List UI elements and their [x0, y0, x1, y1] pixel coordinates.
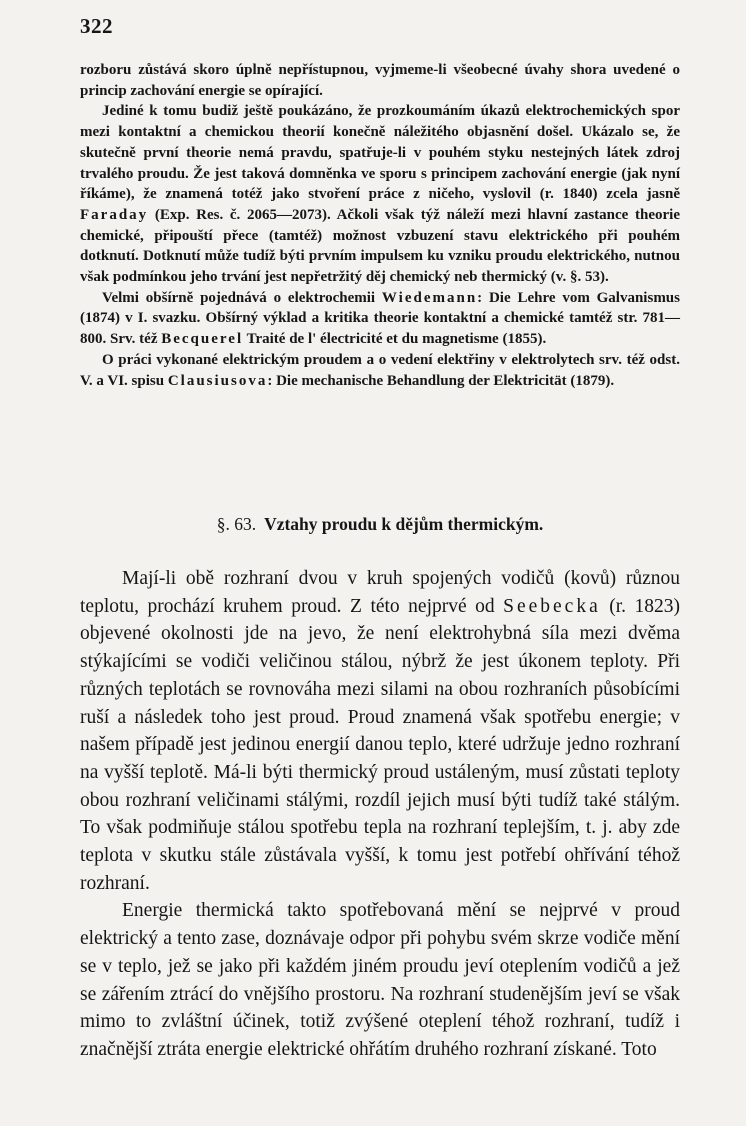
author-seebeck: Seebecka: [503, 595, 601, 617]
author-clausius: Clausiusova: [167, 372, 268, 389]
author-faraday: Faraday: [80, 206, 149, 223]
note-paragraph-3: Velmi obšírně pojednává o elektrochemii Wiedemann: Die Lehre vom Galvanismus (1874) v I. svazku. Obšírný výklad a kritika theorie kontaktní a chemické tamtéž str. 781—800. Srv. též Becquerel Traité de l' électricité et du magnetisme (1855).: [80, 289, 680, 348]
footnote-block: [80, 60, 680, 391]
section-heading: [80, 514, 680, 535]
body-paragraph-2: Energie thermická takto spotřebovaná mění se nejprvé v proud elektrický a tento zase, doznávaje odpor při pohybu svém skrze vodiče mění se v teplo, jež se jako při každém jiném proudu jeví oteplením vodičů a jež se zářením ztrácí do vnějšího prostoru. Na rozhraní studenějším jeví se však mimo to zvláštní účinek, totiž zvýšené oteplení téhož rozhraní, tudíž i značnější ztráta energie elektrické ohřátím druhého rozhraní získané. Toto: [80, 900, 680, 1060]
section-title: Vztahy proudu k dějům thermickým.: [264, 514, 544, 534]
main-text: [80, 565, 680, 1064]
section-number: §. 63.: [216, 514, 257, 534]
body-paragraph-1: Mají-li obě rozhraní dvou v kruh spojených vodičů (kovů) různou teplotu, prochází kruhem proud. Z této nejprvé od Seebecka (r. 1823) objevené okolnosti jde na jevo, že není elektrohybná síla mezi dvěma stýkajícími se vodiči veličinou stálou, nýbrž že jest úkonem teploty. Při různých teplotách se rovnováha mezi silami na obou rozhraních působícími ruší a následek toho jest proud. Proud znamená však spotřebu energie; v našem případě jest jedinou energií danou teplo, které udržuje jedno rozhraní na vyšší teplotě. Má-li býti thermický proud ustáleným, musí zůstati teploty obou rozhraní veličinami stálými, rozdíl jejich musí býti tudíž také stálým. To však podmiňuje stálou spotřebu tepla na rozhraní teplejším, t. j. aby zde teplota v skutku stále zůstávala vyšší, k tomu jest potřebí ohřívání téhož rozhraní.: [80, 568, 681, 894]
note-paragraph-1: rozboru zůstává skoro úplně nepřístupnou, vyjmeme-li všeobecné úvahy shora uvedené o princip zachování energie se opírající.: [80, 62, 680, 99]
page-number: 322: [80, 14, 113, 38]
note-paragraph-2: Jediné k tomu budiž ještě poukázáno, že prozkoumáním úkazů elektrochemických spor mezi kontaktní a chemickou theorií konečně náležitého objasnění došel. Ukázalo se, že skutečně první theorie nemá pravdu, spatřuje-li v pouhém styku nestejných látek zdroj trvalého proudu. Že jest taková domněnka ve sporu s principem zachování energie (jak nyní říkáme), že znamená totéž jako stvoření práce z ničeho, vyslovil (r. 1840) zcela jasně Faraday (Exp. Res. č. 2065—2073). Ačkoli však týž náleží mezi hlavní zastance theorie chemické, připouští přece (tamtéž) možnost vzbuzení stavu elektrického při pouhém dotknutí. Dotknutí může tudíž býti prvním impulsem ku vzniku proudu elektrického, nutnou však podmínkou jeho trvání jest nepřetržitý děj chemický neb thermický (v. §. 53).: [80, 103, 680, 286]
note-paragraph-4: O práci vykonané elektrickým proudem a o vedení elektřiny v elektrolytech srv. též odst. V. a VI. spisu Clausiusova: Die mechanische Behandlung der Elektricität (1879).: [80, 351, 680, 389]
author-wiedemann: Wiedemann: [381, 289, 478, 306]
author-becquerel: Becquerel: [161, 331, 244, 348]
